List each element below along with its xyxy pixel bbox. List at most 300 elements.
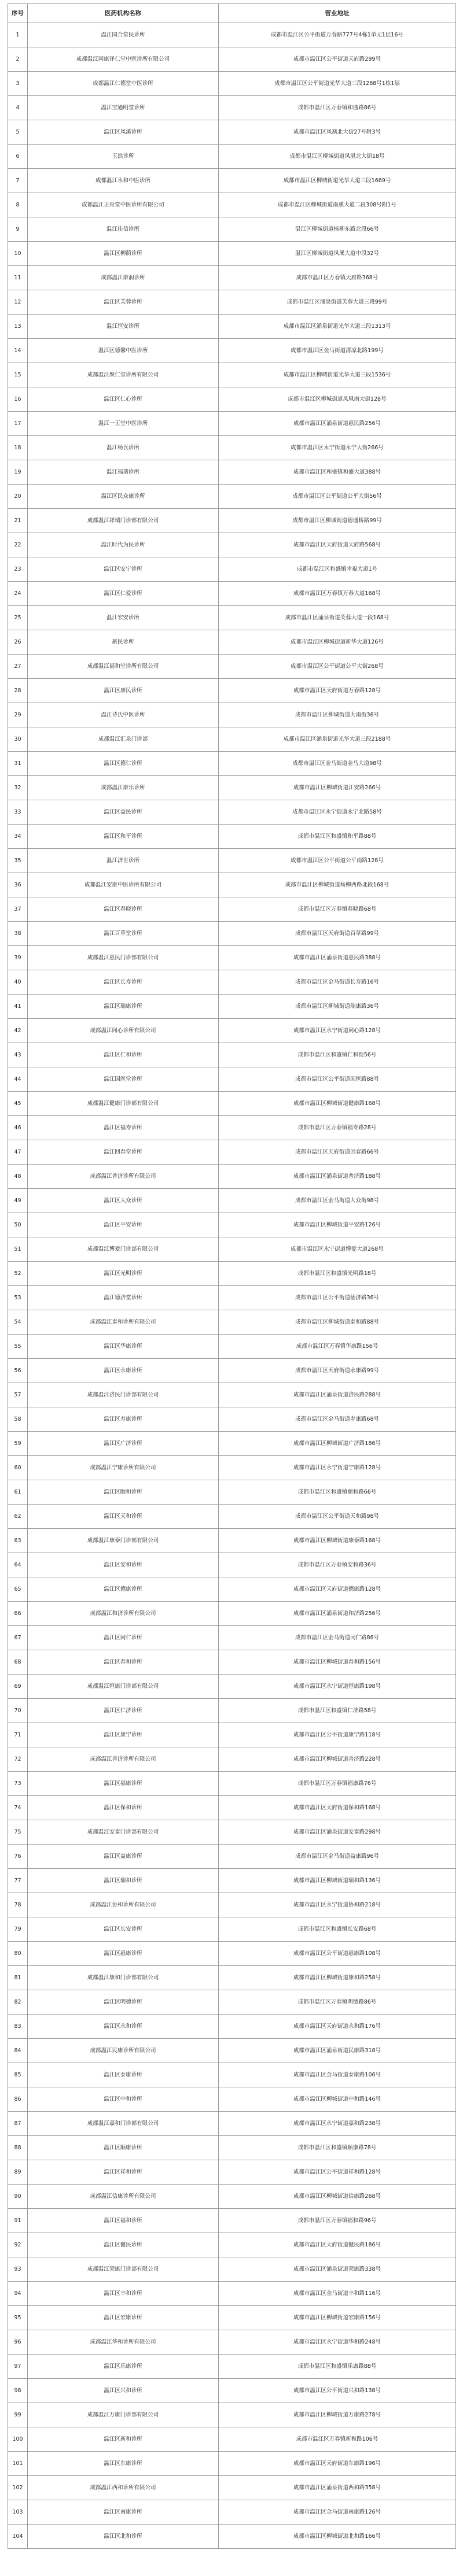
institution-name: 温江区兴和诊所	[28, 2379, 219, 2403]
table-row	[8, 1407, 456, 1432]
institution-name: 温江区光明诊所	[28, 1262, 219, 1286]
table-row	[8, 1505, 456, 1529]
business-address: 成都市温江区公平街道光华大道三段1288号1栋1层	[219, 72, 456, 96]
institution-name: 成都温江康泰门诊部有限公司	[28, 1529, 219, 1553]
business-address: 成都市温江区永宁街道永宁北路58号	[219, 800, 456, 825]
row-index: 55	[8, 1335, 28, 1359]
table-row	[8, 1359, 456, 1383]
table-row	[8, 1140, 456, 1165]
institution-name: 温江济世诊所	[28, 849, 219, 873]
table-row	[8, 873, 456, 897]
row-index: 20	[8, 485, 28, 509]
institution-name: 温江区仁爱诊所	[28, 582, 219, 606]
institution-name: 温江宏安诊所	[28, 606, 219, 630]
table-row	[8, 1602, 456, 1626]
institution-name: 温江区和平诊所	[28, 825, 219, 849]
table-row	[8, 752, 456, 776]
table-row	[8, 825, 456, 849]
row-index: 92	[8, 2233, 28, 2257]
row-index: 80	[8, 1942, 28, 1966]
institution-name: 温江区宏康诊所	[28, 2306, 219, 2330]
institution-name: 新民诊所	[28, 630, 219, 655]
table-row	[8, 2355, 456, 2379]
business-address: 成都市温江区涌泉街道光华大道三段2188号	[219, 727, 456, 752]
business-address: 成都市温江区柳城街道瑞康路36号	[219, 995, 456, 1019]
institution-name: 成都温江聚仁堂诊所有限公司	[28, 363, 219, 387]
business-address: 成都市温江区公平街道惠康路108号	[219, 1942, 456, 1966]
table-row	[8, 1262, 456, 1286]
institution-name: 温江区同仁诊所	[28, 1626, 219, 1650]
institution-name: 温江区长安诊所	[28, 1917, 219, 1942]
table-row	[8, 242, 456, 266]
institution-name: 成都温江泰和诊所有限公司	[28, 1310, 219, 1335]
row-index: 11	[8, 266, 28, 290]
institution-name: 温江区仁心诊所	[28, 387, 219, 412]
row-index: 39	[8, 946, 28, 970]
institution-name: 温江杨氏诊所	[28, 436, 219, 460]
row-index: 76	[8, 1845, 28, 1869]
business-address: 成都市温江区永宁街道永宁大街266号	[219, 436, 456, 460]
row-index: 78	[8, 1893, 28, 1917]
business-address: 成都市温江区金马街道丰和路116号	[219, 2282, 456, 2306]
row-index: 5	[8, 120, 28, 145]
table-row	[8, 1213, 456, 1237]
institution-name: 温江区益康诊所	[28, 1845, 219, 1869]
table-row	[8, 2476, 456, 2500]
business-address: 成都市温江区柳城街道春和路156号	[219, 1650, 456, 1675]
table-row	[8, 1966, 456, 1990]
business-address: 成都市温江区万春镇春晓路68号	[219, 897, 456, 922]
table-row	[8, 849, 456, 873]
institution-name: 成都温江惠民门诊部有限公司	[28, 946, 219, 970]
row-index: 87	[8, 2112, 28, 2136]
row-index: 34	[8, 825, 28, 849]
institution-name: 温江区乐康诊所	[28, 2355, 219, 2379]
table-row	[8, 315, 456, 339]
table-row	[8, 1869, 456, 1893]
institution-name: 温江区丰和诊所	[28, 2282, 219, 2306]
table-row	[8, 1480, 456, 1505]
business-address: 成都市温江区公平街道天府路299号	[219, 47, 456, 72]
table-row	[8, 1845, 456, 1869]
institution-name: 温江区民众康诊所	[28, 485, 219, 509]
business-address: 成都市温江区涌泉街道光华大道三段1313号	[219, 315, 456, 339]
business-address: 成都市温江区永宁街道嘉和路238号	[219, 2112, 456, 2136]
institution-name: 温江区春和诊所	[28, 1650, 219, 1675]
table-row	[8, 582, 456, 606]
business-address: 温江区柳城街道凤溪大道中段32号	[219, 242, 456, 266]
table-row	[8, 1383, 456, 1407]
row-index: 86	[8, 2087, 28, 2112]
institution-name: 温江区德康诊所	[28, 1577, 219, 1602]
table-row	[8, 1626, 456, 1650]
institution-name: 温江区寿康诊所	[28, 1407, 219, 1432]
business-address: 成都市温江区公平街道公平大街268号	[219, 655, 456, 679]
row-index: 40	[8, 970, 28, 995]
table-row	[8, 2306, 456, 2330]
institution-name: 成都温江正骨堂中医诊所有限公司	[28, 193, 219, 217]
institution-name: 成都温江仁德堂中医诊所	[28, 72, 219, 96]
table-row	[8, 387, 456, 412]
row-index: 37	[8, 897, 28, 922]
table-row	[8, 1723, 456, 1747]
institution-name: 温江区保和诊所	[28, 1796, 219, 1820]
institution-name: 温江区仁和诊所	[28, 1043, 219, 1067]
business-address: 成都市温江区柳城街道杨柳西路北段168号	[219, 873, 456, 897]
row-index: 15	[8, 363, 28, 387]
business-address: 成都市温江区万春镇天府路368号	[219, 266, 456, 290]
row-index: 12	[8, 290, 28, 315]
table-row	[8, 460, 456, 485]
institution-name: 温江回春堂诊所	[28, 1140, 219, 1165]
row-index: 63	[8, 1529, 28, 1553]
institution-name: 成都温江同康泽仁堂中医诊所有限公司	[28, 47, 219, 72]
institution-name: 温江区德仁诊所	[28, 752, 219, 776]
row-index: 42	[8, 1019, 28, 1043]
table-row	[8, 217, 456, 242]
business-address: 成都市温江区永宁街道华和路248号	[219, 2330, 456, 2355]
table-row	[8, 1529, 456, 1553]
business-address: 成都市温江区永宁街道宁康路128号	[219, 1456, 456, 1480]
row-index: 102	[8, 2476, 28, 2500]
institution-name: 温江区东康诊所	[28, 2452, 219, 2476]
institution-name: 成都温江博爱门诊部有限公司	[28, 1237, 219, 1262]
row-index: 57	[8, 1383, 28, 1407]
header-index: 序号	[8, 4, 28, 23]
row-index: 36	[8, 873, 28, 897]
table-row	[8, 1820, 456, 1845]
table-row	[8, 1699, 456, 1723]
business-address: 成都市温江区公平街道国医路88号	[219, 1067, 456, 1092]
business-address: 成都市温江区柳城街道光华大道三段1536号	[219, 363, 456, 387]
table-row	[8, 96, 456, 120]
institution-name: 温江区祥和诊所	[28, 2160, 219, 2185]
row-index: 88	[8, 2136, 28, 2160]
row-index: 28	[8, 679, 28, 703]
row-index: 2	[8, 47, 28, 72]
table-row	[8, 23, 456, 47]
row-index: 95	[8, 2306, 28, 2330]
institution-name: 温江区福康诊所	[28, 1772, 219, 1796]
table-row	[8, 606, 456, 630]
table-row	[8, 1310, 456, 1335]
business-address: 成都市温江区柳城街道北和路166号	[219, 2525, 456, 2549]
business-address: 成都市温江区金马街道金马大道98号	[219, 752, 456, 776]
business-address: 成都市温江区天府街道回春路66号	[219, 1140, 456, 1165]
institution-name: 温江区北和诊所	[28, 2525, 219, 2549]
institution-name: 温江区福和诊所	[28, 2209, 219, 2233]
row-index: 29	[8, 703, 28, 727]
business-address: 成都市温江区金马街道寿康路68号	[219, 1407, 456, 1432]
institution-name: 成都温江安泰门诊部有限公司	[28, 1820, 219, 1845]
business-address: 成都市温江区涌泉街道和济路256号	[219, 1602, 456, 1626]
institution-name: 成都温江嘉和门诊部有限公司	[28, 2112, 219, 2136]
table-row	[8, 1577, 456, 1602]
row-index: 69	[8, 1675, 28, 1699]
institution-name: 温江区康宁诊所	[28, 1723, 219, 1747]
institution-name: 温江区顺康诊所	[28, 2136, 219, 2160]
institution-name: 成都温江普济诊所有限公司	[28, 1165, 219, 1189]
business-address: 成都市温江区天府街道健民路186号	[219, 2233, 456, 2257]
table-row	[8, 266, 456, 290]
header-institution-name: 医药机构名称	[28, 4, 219, 23]
table-row	[8, 72, 456, 96]
table-row	[8, 1237, 456, 1262]
row-index: 98	[8, 2379, 28, 2403]
business-address: 成都市温江区柳城街道信康路268号	[219, 2185, 456, 2209]
institution-name: 温江区德馨中医诊所	[28, 339, 219, 363]
table-row	[8, 509, 456, 533]
business-address: 成都市温江区涌泉街道荣康路338号	[219, 2257, 456, 2282]
table-row	[8, 703, 456, 727]
institution-name: 成都温江康润诊所	[28, 266, 219, 290]
row-index: 25	[8, 606, 28, 630]
row-index: 60	[8, 1456, 28, 1480]
medical-institution-table	[8, 3, 456, 2549]
business-address: 成都市温江区和盛镇仁济路58号	[219, 1699, 456, 1723]
table-row	[8, 2427, 456, 2452]
business-address: 成都市温江区公平街道万春路777号4栋1单元1层16号	[219, 23, 456, 47]
business-address: 成都市温江区凤凰北大街27号附3号	[219, 120, 456, 145]
business-address: 成都市温江区柳城街道康和路258号	[219, 1966, 456, 1990]
table-header-row	[8, 4, 456, 23]
row-index: 32	[8, 776, 28, 800]
business-address: 成都市温江区公平街道祥和路128号	[219, 2160, 456, 2185]
business-address: 成都市温江区柳城街道江安路266号	[219, 776, 456, 800]
business-address: 成都市温江区柳城街道中和路146号	[219, 2087, 456, 2112]
row-index: 59	[8, 1432, 28, 1456]
institution-name: 成都温江和济诊所有限公司	[28, 1602, 219, 1626]
institution-name: 温江区健民诊所	[28, 2233, 219, 2257]
institution-name: 成都温江康乐诊所	[28, 776, 219, 800]
business-address: 成都市温江区柳城街道万康路278号	[219, 2403, 456, 2427]
business-address: 成都市温江区柳城街道新华大道126号	[219, 630, 456, 655]
institution-name: 温江国医堂诊所	[28, 1067, 219, 1092]
row-index: 103	[8, 2500, 28, 2525]
row-index: 99	[8, 2403, 28, 2427]
row-index: 72	[8, 1747, 28, 1772]
table-row	[8, 2233, 456, 2257]
row-index: 6	[8, 145, 28, 169]
table-row	[8, 363, 456, 387]
row-index: 58	[8, 1407, 28, 1432]
institution-name: 温江区柳荫诊所	[28, 242, 219, 266]
table-row	[8, 2403, 456, 2427]
business-address: 成都市温江区永宁街道恒康路198号	[219, 1675, 456, 1699]
institution-name: 温江区泰康诊所	[28, 2063, 219, 2087]
institution-name: 成都温江华和诊所有限公司	[28, 2330, 219, 2355]
table-row	[8, 169, 456, 193]
table-row	[8, 1772, 456, 1796]
institution-name: 成都温江福和堂诊所有限公司	[28, 655, 219, 679]
row-index: 24	[8, 582, 28, 606]
table-row	[8, 485, 456, 509]
business-address: 成都市温江区公平街道康宁路118号	[219, 1723, 456, 1747]
table-row	[8, 995, 456, 1019]
table-row	[8, 2209, 456, 2233]
business-address: 成都市温江区金马街道南康路126号	[219, 2500, 456, 2525]
business-address: 成都市温江区涌泉街道安泰路298号	[219, 1820, 456, 1845]
business-address: 成都市温江区和盛镇顺康路78号	[219, 2136, 456, 2160]
row-index: 53	[8, 1286, 28, 1310]
business-address: 成都市温江区金马街道清凉北路199号	[219, 339, 456, 363]
row-index: 45	[8, 1092, 28, 1116]
business-address: 成都市温江区永宁街道博爱大道268号	[219, 1237, 456, 1262]
row-index: 1	[8, 23, 28, 47]
business-address: 成都市温江区万春镇和盛路86号	[219, 96, 456, 120]
table-row	[8, 727, 456, 752]
table-row	[8, 1092, 456, 1116]
row-index: 23	[8, 557, 28, 582]
row-index: 56	[8, 1359, 28, 1383]
table-row	[8, 557, 456, 582]
business-address: 成都市温江区公平街道天和路98号	[219, 1505, 456, 1529]
table-row	[8, 1116, 456, 1140]
row-index: 8	[8, 193, 28, 217]
table-row	[8, 1747, 456, 1772]
business-address: 成都市温江区和盛镇和平路88号	[219, 825, 456, 849]
business-address: 成都市温江区涌泉街道惠民路388号	[219, 946, 456, 970]
table-row	[8, 2087, 456, 2112]
business-address: 成都市温江区和盛镇仁和街56号	[219, 1043, 456, 1067]
row-index: 71	[8, 1723, 28, 1747]
row-index: 64	[8, 1553, 28, 1577]
institution-name: 温江诗氏中医诊所	[28, 703, 219, 727]
institution-name: 成都温江荣康门诊部有限公司	[28, 2257, 219, 2282]
table-row	[8, 47, 456, 72]
institution-name: 温江区广济诊所	[28, 1432, 219, 1456]
institution-name: 温江区益民诊所	[28, 800, 219, 825]
row-index: 70	[8, 1699, 28, 1723]
business-address: 成都市温江区公平街道兴和路138号	[219, 2379, 456, 2403]
business-address: 成都市温江区天府街道永康路99号	[219, 1359, 456, 1383]
row-index: 48	[8, 1165, 28, 1189]
institution-name: 玉滨诊所	[28, 145, 219, 169]
institution-name: 成都温江万康门诊部有限公司	[28, 2403, 219, 2427]
table-row	[8, 1990, 456, 2015]
row-index: 3	[8, 72, 28, 96]
row-index: 51	[8, 1237, 28, 1262]
institution-name: 成都温江健康门诊部有限公司	[28, 1092, 219, 1116]
table-row	[8, 2015, 456, 2039]
business-address: 成都市温江区天府街道永和路176号	[219, 2015, 456, 2039]
row-index: 14	[8, 339, 28, 363]
business-address: 成都市温江区永宁街道同心路128号	[219, 1019, 456, 1043]
business-address: 成都市温江区天府街道德康路128号	[219, 1577, 456, 1602]
table-row	[8, 1189, 456, 1213]
institution-name: 温江区芙蓉诊所	[28, 290, 219, 315]
institution-name: 温江区安和诊所	[28, 1553, 219, 1577]
institution-name: 温江区惠康诊所	[28, 1942, 219, 1966]
table-row	[8, 436, 456, 460]
business-address: 成都市温江区柳城街道凤凰南大街128号	[219, 387, 456, 412]
institution-name: 成都温江汇泉门诊部	[28, 727, 219, 752]
table-row	[8, 193, 456, 217]
table-row	[8, 1675, 456, 1699]
business-address: 成都市温江区柳城街道广济路186号	[219, 1432, 456, 1456]
table-row	[8, 2112, 456, 2136]
business-address: 成都市温江区金马街道泰康路106号	[219, 2063, 456, 2087]
institution-name: 温江区瑞和诊所	[28, 1869, 219, 1893]
row-index: 13	[8, 315, 28, 339]
business-address: 成都市温江区金马街道同仁路86号	[219, 1626, 456, 1650]
row-index: 100	[8, 2427, 28, 2452]
institution-name: 温江区中和诊所	[28, 2087, 219, 2112]
business-address: 成都市温江区涌泉街道芙蓉大道三段99号	[219, 290, 456, 315]
institution-name: 温江时代为民诊所	[28, 533, 219, 557]
table-row	[8, 120, 456, 145]
row-index: 81	[8, 1966, 28, 1990]
business-address: 成都市温江区和盛镇和盛大道388号	[219, 460, 456, 485]
institution-name: 温江区平安诊所	[28, 1213, 219, 1237]
row-index: 62	[8, 1505, 28, 1529]
business-address: 成都市温江区天府街道万春路128号	[219, 679, 456, 703]
institution-name: 成都温江济民门诊部有限公司	[28, 1383, 219, 1407]
row-index: 83	[8, 2015, 28, 2039]
table-row	[8, 1286, 456, 1310]
table-row	[8, 1553, 456, 1577]
row-index: 52	[8, 1262, 28, 1286]
business-address: 成都市温江区柳城街道康泰路168号	[219, 1529, 456, 1553]
business-address: 成都市温江区柳城街道善济路228号	[219, 1747, 456, 1772]
row-index: 101	[8, 2452, 28, 2476]
business-address: 成都市温江区和盛镇颐和路66号	[219, 1480, 456, 1505]
row-index: 30	[8, 727, 28, 752]
row-index: 94	[8, 2282, 28, 2306]
row-index: 68	[8, 1650, 28, 1675]
row-index: 73	[8, 1772, 28, 1796]
institution-name: 成都温江永和中医诊所	[28, 169, 219, 193]
table-row	[8, 2185, 456, 2209]
business-address: 成都市温江区涌泉街道民康路318号	[219, 2039, 456, 2063]
row-index: 10	[8, 242, 28, 266]
table-row	[8, 1893, 456, 1917]
table-row	[8, 533, 456, 557]
table-row	[8, 2160, 456, 2185]
row-index: 90	[8, 2185, 28, 2209]
business-address: 成都市温江区和盛镇光明路18号	[219, 1262, 456, 1286]
business-address: 成都市温江区万春镇华康路156号	[219, 1335, 456, 1359]
table-row	[8, 2379, 456, 2403]
row-index: 27	[8, 655, 28, 679]
row-index: 16	[8, 387, 28, 412]
institution-name: 温江佳信诊所	[28, 217, 219, 242]
business-address: 成都市温江区涌泉街道济民路288号	[219, 1383, 456, 1407]
business-address: 成都市温江区柳城街道宏康路156号	[219, 2306, 456, 2330]
institution-name: 成都温江祥瑞门诊部有限公司	[28, 509, 219, 533]
business-address: 成都市温江区柳城街道南熏大道二段308号附1号	[219, 193, 456, 217]
table-row	[8, 922, 456, 946]
institution-name: 成都温江康和门诊部有限公司	[28, 1966, 219, 1990]
row-index: 79	[8, 1917, 28, 1942]
business-address: 成都市温江区柳城街道健康路168号	[219, 1092, 456, 1116]
table-row	[8, 2282, 456, 2306]
row-index: 38	[8, 922, 28, 946]
institution-name: 温江区新和诊所	[28, 2427, 219, 2452]
table-row	[8, 897, 456, 922]
business-address: 成都市温江区柳城街道光华大道三段1669号	[219, 169, 456, 193]
row-index: 17	[8, 412, 28, 436]
row-index: 44	[8, 1067, 28, 1092]
institution-name: 温江国合堂民诊所	[28, 23, 219, 47]
institution-name: 温江百草堂诊所	[28, 922, 219, 946]
business-address: 成都市温江区天府街道天府路568号	[219, 533, 456, 557]
institution-name: 温江宝通明堂诊所	[28, 96, 219, 120]
institution-name: 成都温江宁康诊所有限公司	[28, 1456, 219, 1480]
business-address: 成都市温江区柳城街道凤凰北大街18号	[219, 145, 456, 169]
row-index: 84	[8, 2039, 28, 2063]
table-row	[8, 2039, 456, 2063]
